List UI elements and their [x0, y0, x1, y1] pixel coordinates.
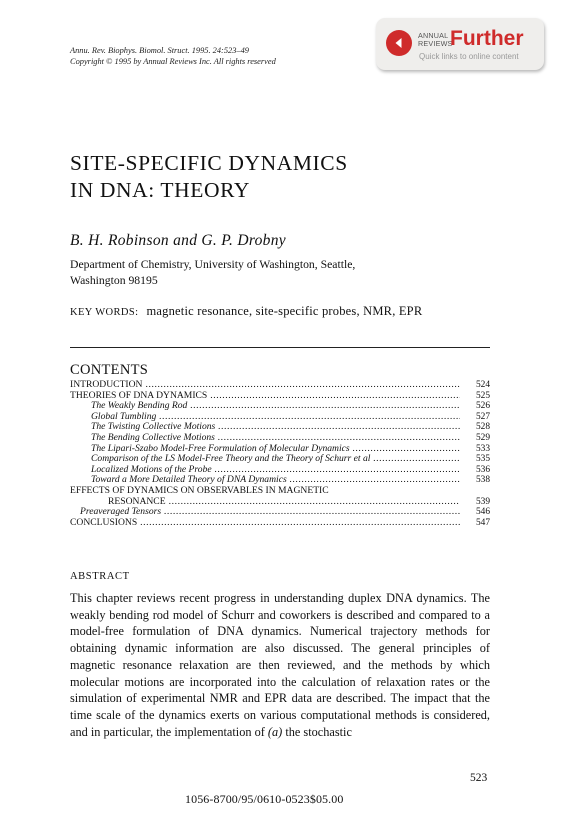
- toc-entry[interactable]: Global Tumbling ..... 527: [70, 412, 490, 423]
- article-title: SITE-SPECIFIC DYNAMICS IN DNA: THEORY: [70, 151, 348, 202]
- divider: [70, 347, 490, 348]
- authors: B. H. Robinson and G. P. Drobny: [70, 232, 286, 249]
- toc-entry[interactable]: Comparison of the LS Model-Free Theory and the Theory of Schurr et al ..... 535: [70, 454, 490, 465]
- abstract-heading: ABSTRACT: [70, 571, 130, 582]
- banner-tagline: Quick links to online content: [419, 52, 519, 61]
- affiliation: Department of Chemistry, University of Washington, Seattle, Washington 98195: [70, 258, 356, 287]
- toc-entry[interactable]: RESONANCE ..... 539: [70, 497, 490, 508]
- chevron-left-icon: [386, 30, 412, 56]
- abstract-body: This chapter reviews recent progress in understanding duplex DNA dynamics. The weakly bending rod model of Schurr and coworkers is described and compared to a model-free formulation of DNA dynamics. Numerical trajectory methods for obtaining dynamic information are also discussed. The general principles of magnetic resonance relaxation are then reviewed, and the methods by which molecular motions are incorporated into the calculation of relaxation rates or the simulation of experimental NMR and EPR data are described. The impact that the time scale of the dynamics exerts on various computational methods is considered, and in particular, the implementation of (a) the stochastic: [70, 591, 490, 739]
- contents-heading: CONTENTS: [70, 362, 149, 378]
- toc-entry[interactable]: THEORIES OF DNA DYNAMICS ..... 525: [70, 391, 490, 402]
- toc-entry[interactable]: The Twisting Collective Motions ..... 528: [70, 422, 490, 433]
- keywords-label: KEY WORDS:: [70, 307, 139, 318]
- copyright-line: Copyright © 1995 by Annual Reviews Inc. All rights reserved: [70, 57, 276, 66]
- page-number: 523: [470, 772, 488, 784]
- further-label: Further: [450, 27, 524, 50]
- toc-entry[interactable]: Toward a More Detailed Theory of DNA Dynamics ..... 538: [70, 475, 490, 486]
- toc-entry[interactable]: CONCLUSIONS ..... 547: [70, 518, 490, 529]
- table-of-contents: [70, 380, 490, 528]
- toc-entry[interactable]: Preaveraged Tensors ..... 546: [70, 507, 490, 518]
- journal-citation: [70, 45, 276, 67]
- toc-entry[interactable]: EFFECTS OF DYNAMICS ON OBSERVABLES IN MAGNETIC: [70, 485, 329, 496]
- toc-entry[interactable]: Localized Motions of the Probe ..... 536: [70, 465, 490, 476]
- keywords: [70, 304, 422, 319]
- journal-citation-line: Annu. Rev. Biophys. Biomol. Struct. 1995. 24:523–49: [70, 46, 249, 55]
- toc-entry[interactable]: The Lipari-Szabo Model-Free Formulation of Molecular Dynamics ..... 533: [70, 444, 490, 455]
- keywords-text: magnetic resonance, site-specific probes, NMR, EPR: [146, 304, 423, 318]
- toc-entry[interactable]: The Bending Collective Motions ..... 529: [70, 433, 490, 444]
- toc-entry[interactable]: The Weakly Bending Rod ..... 526: [70, 401, 490, 412]
- toc-entry[interactable]: INTRODUCTION ..... 524: [70, 380, 490, 391]
- annual-reviews-wordmark: ANNUAL REVIEWS: [418, 31, 453, 48]
- footer-code: 1056-8700/95/0610-0523$05.00: [185, 792, 344, 806]
- further-banner[interactable]: [376, 18, 544, 70]
